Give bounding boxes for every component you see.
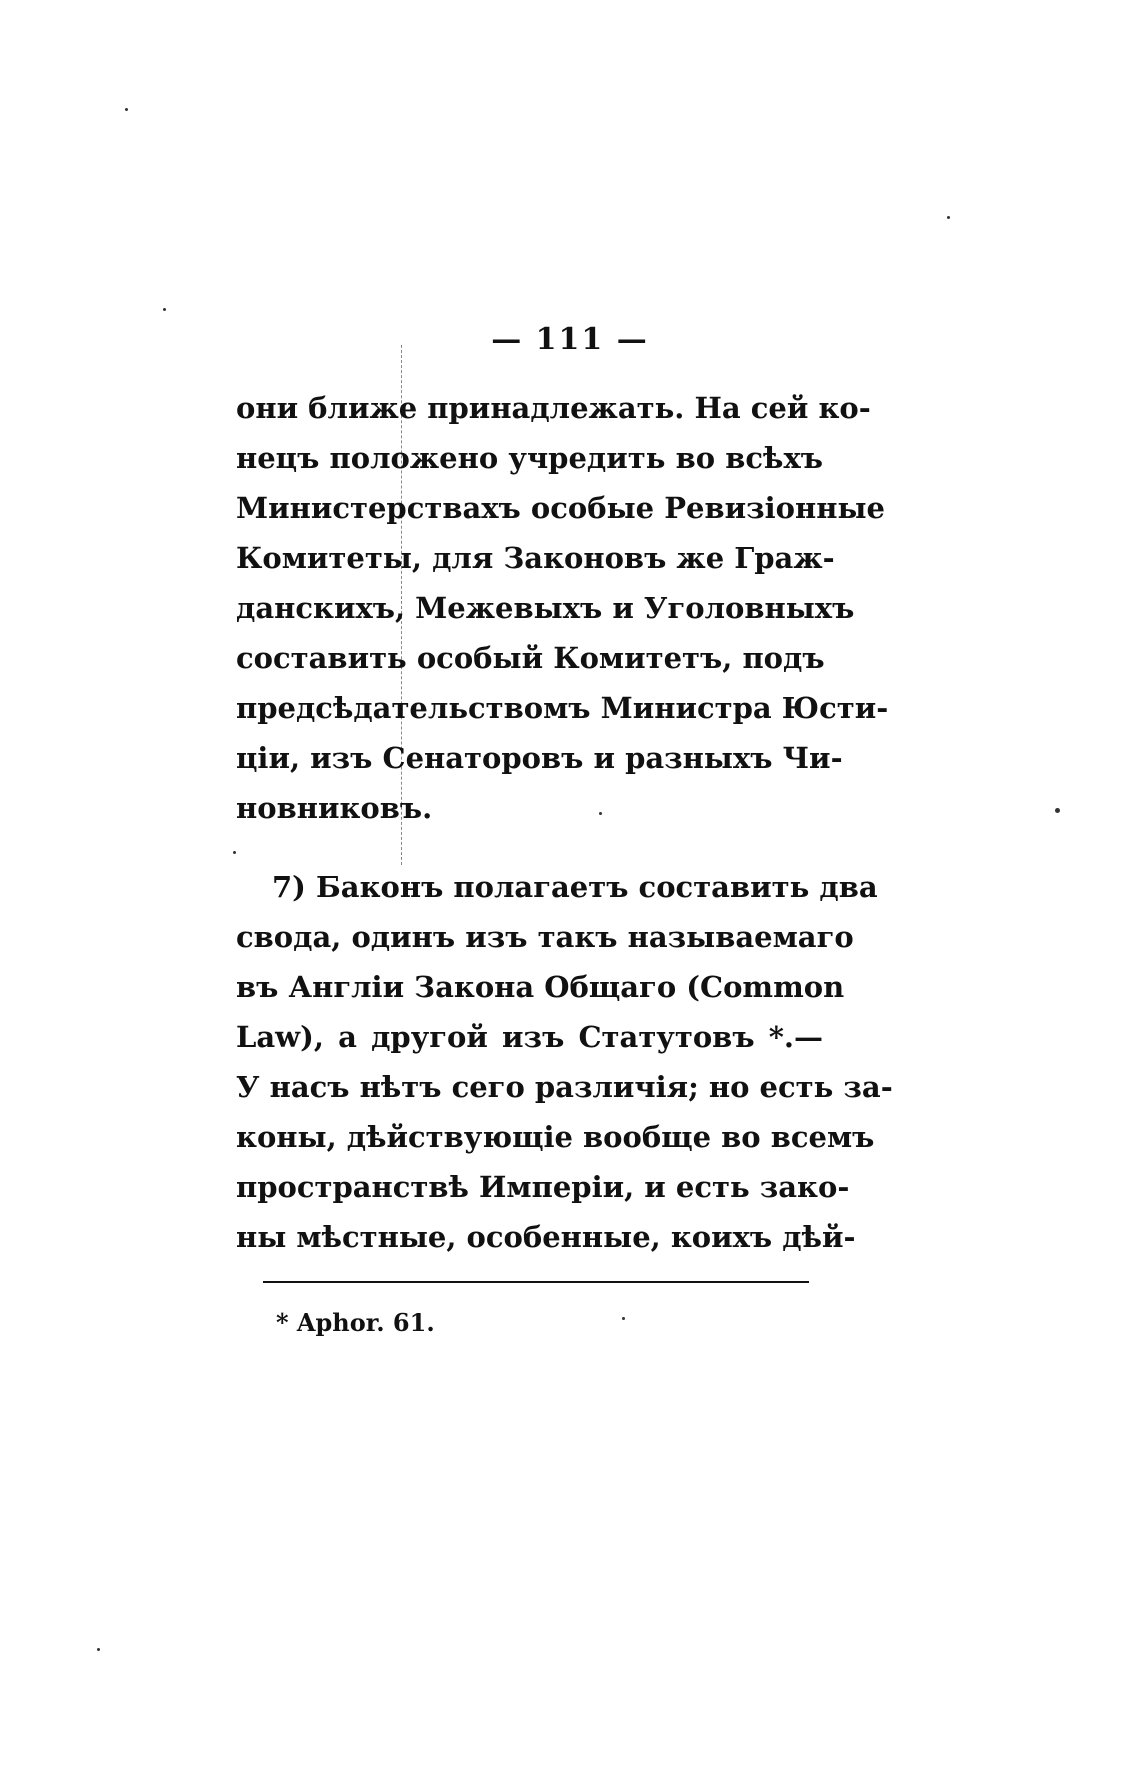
text-line: ціи, изъ Сенаторовъ и разныхъ Чи- <box>236 741 843 775</box>
print-speck <box>233 851 236 854</box>
text-line: Министерствахъ особые Ревизіонные <box>236 491 885 525</box>
text-line: 7) Баконъ полагаетъ составить два <box>272 870 878 904</box>
print-speck <box>97 1648 100 1651</box>
footnote: * Aphor. 61. <box>276 1308 435 1337</box>
paragraph-2 <box>236 862 893 1262</box>
footnote-separator <box>263 1281 809 1283</box>
text-line: ны мѣстные, особенные, коихъ дѣй- <box>236 1220 856 1254</box>
paragraph-1 <box>236 383 889 833</box>
text-line: новниковъ. <box>236 791 433 825</box>
text-line: они ближе принадлежать. На сей ко- <box>236 391 871 425</box>
text-line: въ Англіи Закона Общаго (Common <box>236 970 845 1004</box>
page-number: — 111 — <box>491 322 649 357</box>
text-line: предсѣдательствомъ Министра Юсти- <box>236 691 889 725</box>
text-line: составить особый Комитетъ, подъ <box>236 641 825 675</box>
text-line: пространствѣ Имперіи, и есть зако- <box>236 1170 850 1204</box>
print-speck <box>163 308 166 311</box>
text-line: Law), а другой изъ Статутовъ *.— <box>236 1020 823 1054</box>
text-line: У насъ нѣтъ сего различія; но есть за- <box>236 1070 893 1104</box>
text-line: данскихъ, Межевыхъ и Уголовныхъ <box>236 591 855 625</box>
print-speck <box>1055 808 1060 813</box>
print-speck <box>125 108 128 111</box>
text-line: Комитеты, для Законовъ же Граж- <box>236 541 835 575</box>
text-line: коны, дѣйствующіе вообще во всемъ <box>236 1120 875 1154</box>
print-speck <box>622 1317 625 1320</box>
text-line: свода, одинъ изъ такъ называемаго <box>236 920 854 954</box>
print-speck <box>947 216 950 219</box>
print-speck <box>599 812 602 815</box>
text-line: нецъ положено учредить во всѣхъ <box>236 441 823 475</box>
